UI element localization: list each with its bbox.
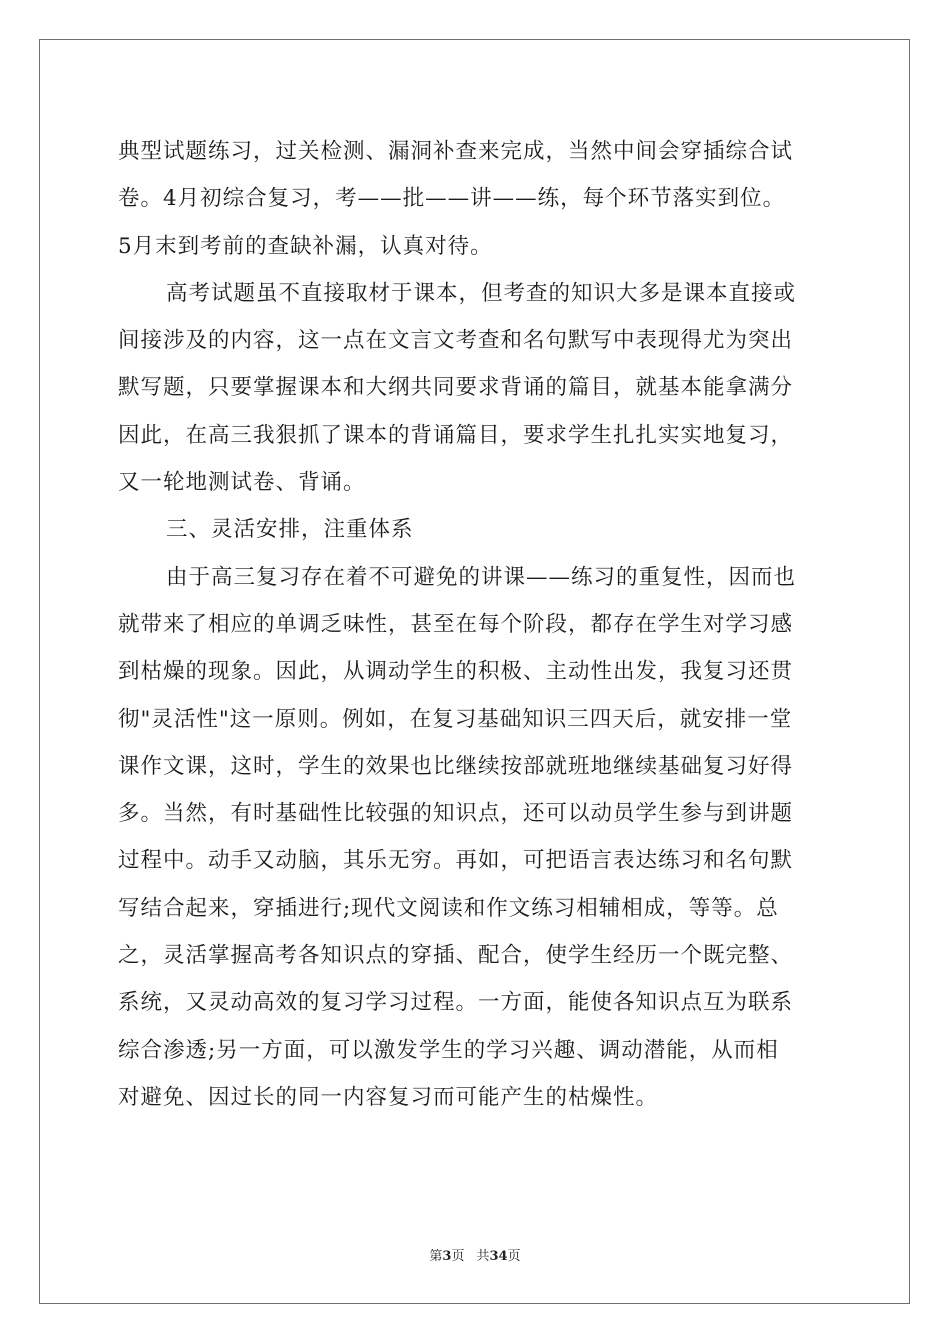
total-pages: 34 xyxy=(489,1249,508,1264)
total-prefix: 共 xyxy=(476,1249,490,1264)
document-body xyxy=(118,128,838,1121)
text-line: 就带来了相应的单调乏味性，甚至在每个阶段，都存在学生对学习感 xyxy=(118,611,794,637)
text-line: 典型试题练习，过关检测、漏洞补查来完成，当然中间会穿插综合试 xyxy=(118,139,794,164)
page-prefix: 第 xyxy=(429,1249,443,1264)
text-line: 又一轮地测试卷、背诵。 xyxy=(118,470,366,496)
text-line: 写结合起来，穿插进行;现代文阅读和作文练习相辅相成，等等。总 xyxy=(118,895,779,921)
text-line: 之，灵活掌握高考各知识点的穿插、配合，使学生经历一个既完整、 xyxy=(118,943,794,969)
text-line: 对避免、因过长的同一内容复习而可能产生的枯燥性。 xyxy=(118,1084,659,1110)
text-line: 间接涉及的内容，这一点在文言文考查和名句默写中表现得尤为突出 xyxy=(118,328,794,354)
text-line: 默写题，只要掌握课本和大纲共同要求背诵的篇目，就基本能拿满分 xyxy=(118,375,794,401)
section-heading: 三、灵活安排，注重体系 xyxy=(166,517,414,543)
text-line: 过程中。动手又动脑，其乐无穷。再如，可把语言表达练习和名句默 xyxy=(118,848,794,874)
text-line: 因此，在高三我狠抓了课本的背诵篇目，要求学生扎扎实实地复习， xyxy=(118,422,794,448)
text-line: 到枯燥的现象。因此，从调动学生的积极、主动性出发，我复习还贯 xyxy=(118,659,794,685)
text-line: 5月末到考前的查缺补漏，认真对待。 xyxy=(118,233,493,259)
page-footer xyxy=(0,1248,950,1266)
paragraph-start-line: 高考试题虽不直接取材于课本，但考查的知识大多是课本直接或 xyxy=(166,280,797,306)
page-number: 3 xyxy=(442,1249,452,1264)
text-line: 系统，又灵动高效的复习学习过程。一方面，能使各知识点互为联系 xyxy=(118,990,794,1016)
total-suffix: 页 xyxy=(507,1249,521,1264)
text-line: 综合渗透;另一方面，可以激发学生的学习兴趣、调动潜能，从而相 xyxy=(118,1037,779,1063)
paragraph-start-line: 由于高三复习存在着不可避免的讲课——练习的重复性，因而也 xyxy=(166,564,797,590)
text-line: 彻"灵活性"这一原则。例如，在复习基础知识三四天后，就安排一堂 xyxy=(118,706,793,732)
text-line: 卷。4月初综合复习，考——批——讲——练，每个环节落实到位。 xyxy=(118,186,786,212)
page-suffix: 页 xyxy=(451,1249,465,1264)
text-line: 多。当然，有时基础性比较强的知识点，还可以动员学生参与到讲题 xyxy=(118,801,794,827)
text-line: 课作文课，这时，学生的效果也比继续按部就班地继续基础复习好得 xyxy=(118,753,794,779)
